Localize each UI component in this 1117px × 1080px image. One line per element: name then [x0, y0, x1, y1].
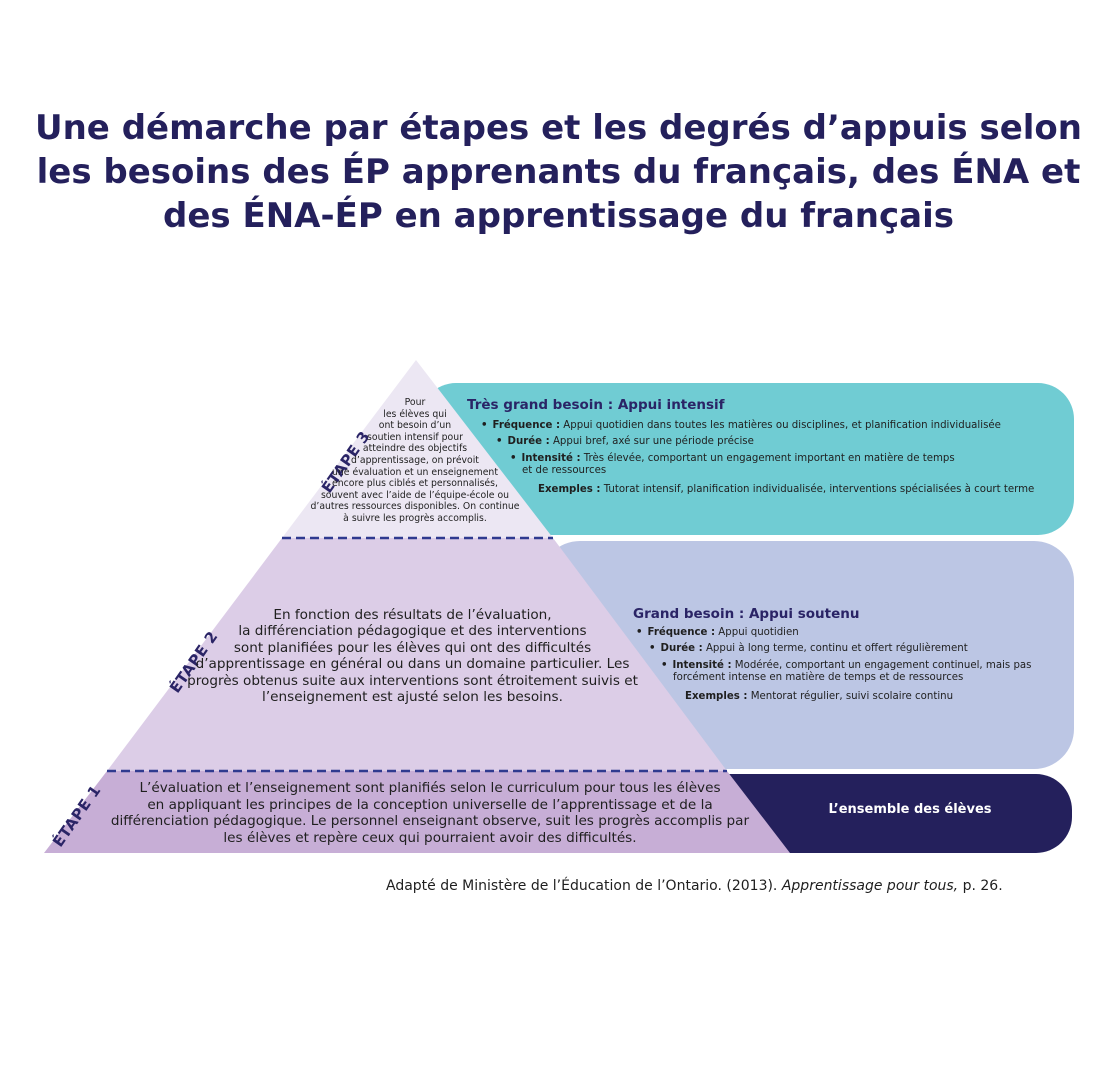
- stage-3-exemples: [538, 484, 1034, 496]
- stage-3-line: Pour: [404, 397, 426, 408]
- stage-3-duree: [496, 436, 754, 448]
- title-line-2: les besoins des ÉP apprenants du français, des ÉNA et: [36, 152, 1081, 192]
- stage-2-frequence: [636, 627, 799, 639]
- stage-2-exemples: [685, 691, 953, 703]
- frequence-text: Appui quotidien: [718, 627, 799, 638]
- exemples-text: Tutorat intensif, planification individualisée, interventions spécialisées à court terme: [603, 484, 1035, 495]
- stage-2-box-title: Grand besoin : Appui soutenu: [633, 606, 860, 622]
- bullet-icon: •: [636, 627, 643, 638]
- exemples-label: Exemples :: [685, 691, 748, 702]
- stage-2-description: [175, 607, 650, 705]
- bullet-icon: •: [481, 420, 488, 431]
- stage-3-line: encore plus ciblés et personnalisés,: [332, 478, 498, 490]
- source-citation: [386, 878, 1003, 894]
- bullet-icon: •: [661, 660, 668, 671]
- source-suffix: p. 26.: [958, 878, 1003, 894]
- frequence-label: Fréquence :: [647, 627, 716, 638]
- stage-1-line: différenciation pédagogique. Le personnel enseignant observe, suit les progrès accomplis par: [110, 813, 750, 829]
- stage-3-line: les élèves qui: [383, 408, 447, 420]
- duree-text: Appui à long terme, continu et offert régulièrement: [705, 643, 968, 654]
- stage-3-line: d’autres ressources disponibles. On continue: [310, 501, 520, 513]
- stage-3-line: souvent avec l’aide de l’équipe-école ou: [320, 489, 510, 501]
- source-prefix: Adapté de Ministère de l’Éducation de l’Ontario. (2013).: [386, 878, 782, 894]
- stage-3-line: une évaluation et un enseignement: [332, 466, 498, 478]
- stage-2-line: progrès obtenus suite aux interventions sont étroitement suivis et: [187, 672, 638, 689]
- stage-3-line: soutien intensif pour: [367, 431, 463, 443]
- stage-1-description: [90, 780, 770, 846]
- frequence-text: Appui quotidien dans toutes les matières ou disciplines, et planification individualisée: [563, 420, 1001, 431]
- duree-text: Appui bref, axé sur une période précise: [552, 436, 754, 447]
- stage-1-line: les élèves et repère ceux qui pourraient avoir des difficultés.: [223, 829, 637, 846]
- stage-1-box-title: L’ensemble des élèves: [828, 802, 992, 817]
- exemples-text: Mentorat régulier, suivi scolaire continu: [750, 691, 954, 702]
- stage-3-frequence: [481, 420, 1001, 432]
- stage-1-line: L’évaluation et l’enseignement sont planifiés selon le curriculum pour tous les élèves: [139, 780, 721, 796]
- intensite-text: Modérée, comportant un engagement continuel, mais pas: [734, 660, 1032, 671]
- stage-2-line: l’enseignement est ajusté selon les besoins.: [262, 689, 563, 706]
- stage-2-line: la différenciation pédagogique et des interventions: [238, 623, 587, 640]
- stage-3-line: ont besoin d’un: [378, 420, 452, 432]
- title-line-3: des ÉNA-ÉP en apprentissage du français: [163, 196, 954, 236]
- bullet-icon: •: [649, 643, 656, 654]
- intensite-text: Très élevée, comportant un engagement important en matière de temps: [583, 453, 955, 464]
- stage-3-intensite: [510, 453, 990, 478]
- stage-1-line: en appliquant les principes de la conception universelle de l’apprentissage et de la: [147, 796, 713, 813]
- intensite-label: Intensité :: [521, 453, 581, 464]
- stage-2-line: En fonction des résultats de l’évaluation,: [273, 607, 552, 623]
- intensite-label: Intensité :: [672, 660, 732, 671]
- bullet-icon: •: [510, 453, 517, 464]
- stage-3-line: atteindre des objectifs: [362, 443, 468, 455]
- source-title: Apprentissage pour tous,: [781, 878, 959, 894]
- bullet-icon: •: [496, 436, 503, 447]
- stage-3-description: [300, 397, 530, 525]
- stage-3-label: ÉTAPE 3: [318, 427, 374, 497]
- stage-2-line: sont planifiées pour les élèves qui ont des difficultés: [233, 639, 592, 656]
- intensite-text-continued: forcément intense en matière de temps et de ressources: [673, 672, 964, 684]
- stage-2-label: ÉTAPE 2: [166, 627, 222, 697]
- frequence-label: Fréquence :: [492, 420, 561, 431]
- stage-3-line: d’apprentissage, on prévoit: [351, 454, 479, 466]
- duree-label: Durée :: [507, 436, 550, 447]
- stage-2-intensite: [661, 660, 1041, 685]
- exemples-label: Exemples :: [538, 484, 601, 495]
- intensite-text-continued: et de ressources: [522, 465, 607, 477]
- stage-2-line: d’apprentissage en général ou dans un domaine particulier. Les: [195, 656, 630, 673]
- stage-3-box-title: Très grand besoin : Appui intensif: [467, 397, 725, 413]
- title-line-1: Une démarche par étapes et les degrés d’appuis selon: [34, 108, 1082, 148]
- stage-2-duree: [649, 643, 968, 655]
- duree-label: Durée :: [660, 643, 703, 654]
- stage-3-line: à suivre les progrès accomplis.: [343, 512, 487, 524]
- stage-1-label: ÉTAPE 1: [49, 781, 105, 851]
